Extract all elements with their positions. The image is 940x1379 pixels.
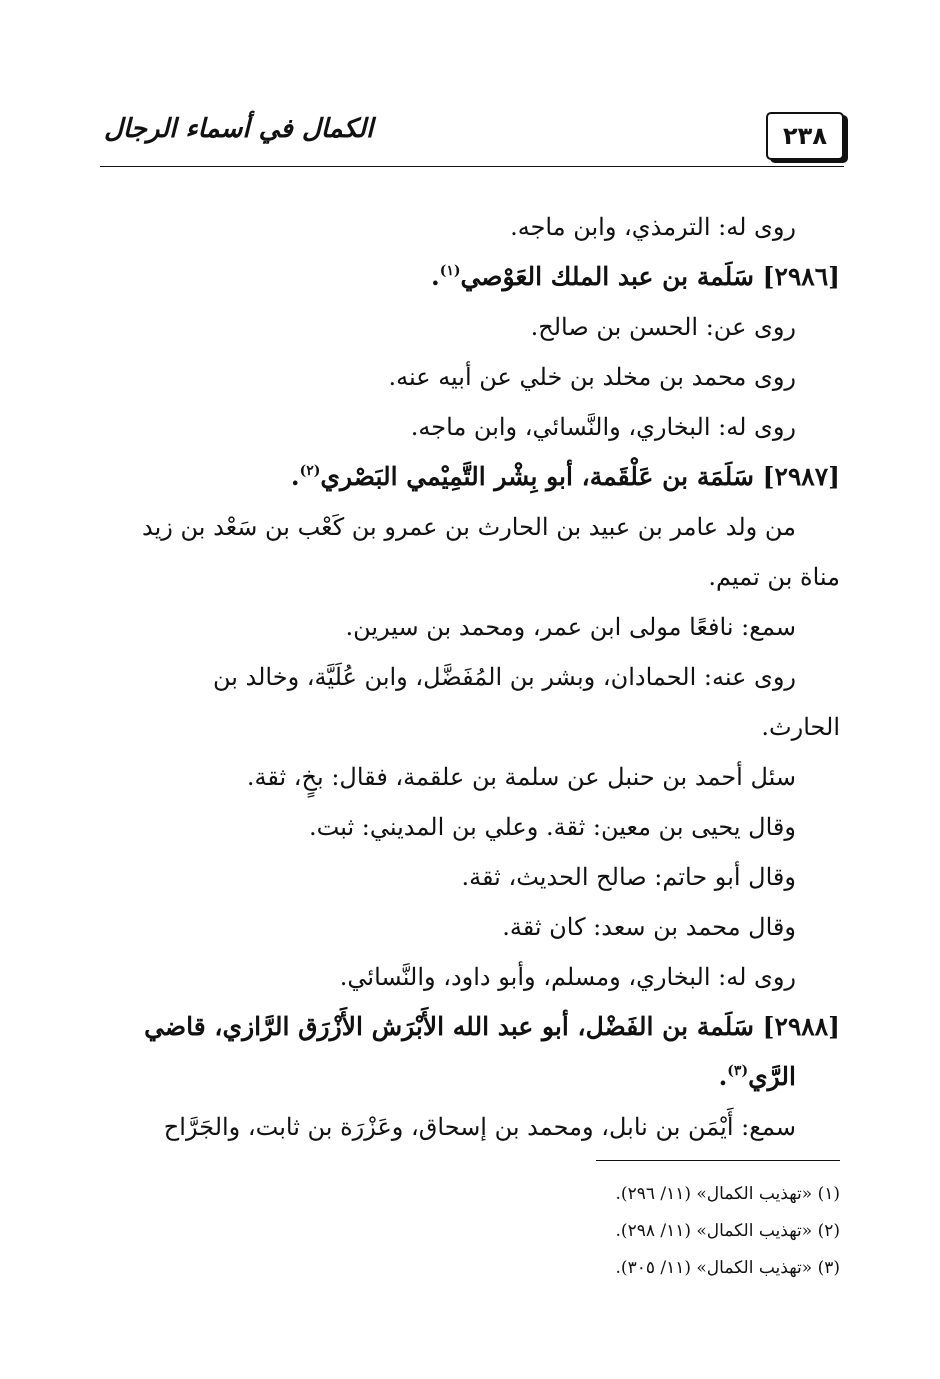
page-number: ٢٣٨: [766, 112, 844, 160]
main-text: [100, 202, 840, 1152]
line-tail: .: [718, 1062, 728, 1091]
line-text: روى عن: الحسن بن صالح.: [530, 313, 796, 341]
line-text: روى له: البخاري، ومسلم، وأبو داود، والنَّسائي.: [339, 963, 796, 991]
text-line: [100, 202, 840, 252]
line-text: الرَّي: [748, 1062, 796, 1091]
entry-heading: [100, 1002, 840, 1052]
line-text: [٢٩٨٦] سَلَمة بن عبد الملك العَوْصي: [460, 262, 840, 291]
text-line-continuation: [100, 552, 840, 602]
footnote-divider: [596, 1160, 840, 1161]
line-text: وقال يحيى بن معين: ثقة. وعلي بن المديني: ثبت.: [309, 813, 796, 841]
line-text: [٢٩٨٨] سَلَمة بن الفَضْل، أبو عبد الله الأَبْرَش الأَزْرَق الرَّازي، قاضي: [144, 1012, 840, 1041]
line-text: سمع: نافعًا مولى ابن عمر، ومحمد بن سيرين.: [345, 613, 796, 641]
text-line: [100, 802, 840, 852]
text-line: [100, 752, 840, 802]
text-line: [100, 852, 840, 902]
text-line: [100, 902, 840, 952]
text-line: [100, 352, 840, 402]
footnote-marker[interactable]: (١): [439, 263, 461, 279]
line-text: مناة بن تميم.: [708, 563, 840, 591]
footnote: (٣) «تهذيب الكمال» (١١/ ٣٠٥).: [615, 1258, 840, 1278]
entry-heading: [100, 452, 840, 502]
line-text: وقال أبو حاتم: صالح الحديث، ثقة.: [461, 863, 796, 891]
text-line: [100, 602, 840, 652]
text-line-continuation: [100, 1052, 840, 1102]
text-line: [100, 402, 840, 452]
footnote-marker[interactable]: (٣): [727, 1063, 749, 1079]
line-text: سئل أحمد بن حنبل عن سلمة بن علقمة، فقال: بخٍ، ثقة.: [246, 763, 796, 791]
text-line: [100, 502, 840, 552]
header-divider: [100, 166, 844, 167]
line-text: وقال محمد بن سعد: كان ثقة.: [502, 913, 796, 941]
text-line: [100, 652, 840, 702]
line-text: سمع: أَيْمَن بن نابل، ومحمد بن إسحاق، وعَزْرَة بن ثابت، والجَرَّاح: [163, 1113, 796, 1141]
line-text: روى محمد بن مخلد بن خلي عن أبيه عنه.: [388, 363, 796, 391]
text-line: [100, 952, 840, 1002]
line-text: [٢٩٨٧] سَلَمَة بن عَلْقَمة، أبو بِشْر التَّمِيْمي البَصْري: [320, 462, 840, 491]
text-line: [100, 302, 840, 352]
footnote: (٢) «تهذيب الكمال» (١١/ ٢٩٨).: [615, 1221, 840, 1241]
footnotes: [100, 1176, 840, 1287]
line-text: من ولد عامر بن عبيد بن الحارث بن عمرو بن كَعْب بن سَعْد بن زيد: [142, 513, 796, 541]
line-text: روى له: الترمذي، وابن ماجه.: [510, 213, 796, 241]
footnote-marker[interactable]: (٢): [299, 463, 321, 479]
text-line-continuation: [100, 702, 840, 752]
line-text: روى عنه: الحمادان، وبشر بن المُفَضَّل، وابن عُلَيَّة، وخالد بن: [212, 663, 796, 691]
page-header: [100, 112, 844, 168]
footnote: (١) «تهذيب الكمال» (١١/ ٢٩٦).: [615, 1184, 840, 1204]
line-text: الحارث.: [761, 713, 840, 741]
line-tail: .: [290, 462, 300, 491]
entry-heading: [100, 252, 840, 302]
book-title: الكمال في أسماء الرجال: [104, 114, 374, 144]
text-line: [100, 1102, 840, 1152]
line-text: روى له: البخاري، والنَّسائي، وابن ماجه.: [410, 413, 796, 441]
line-tail: .: [430, 262, 440, 291]
